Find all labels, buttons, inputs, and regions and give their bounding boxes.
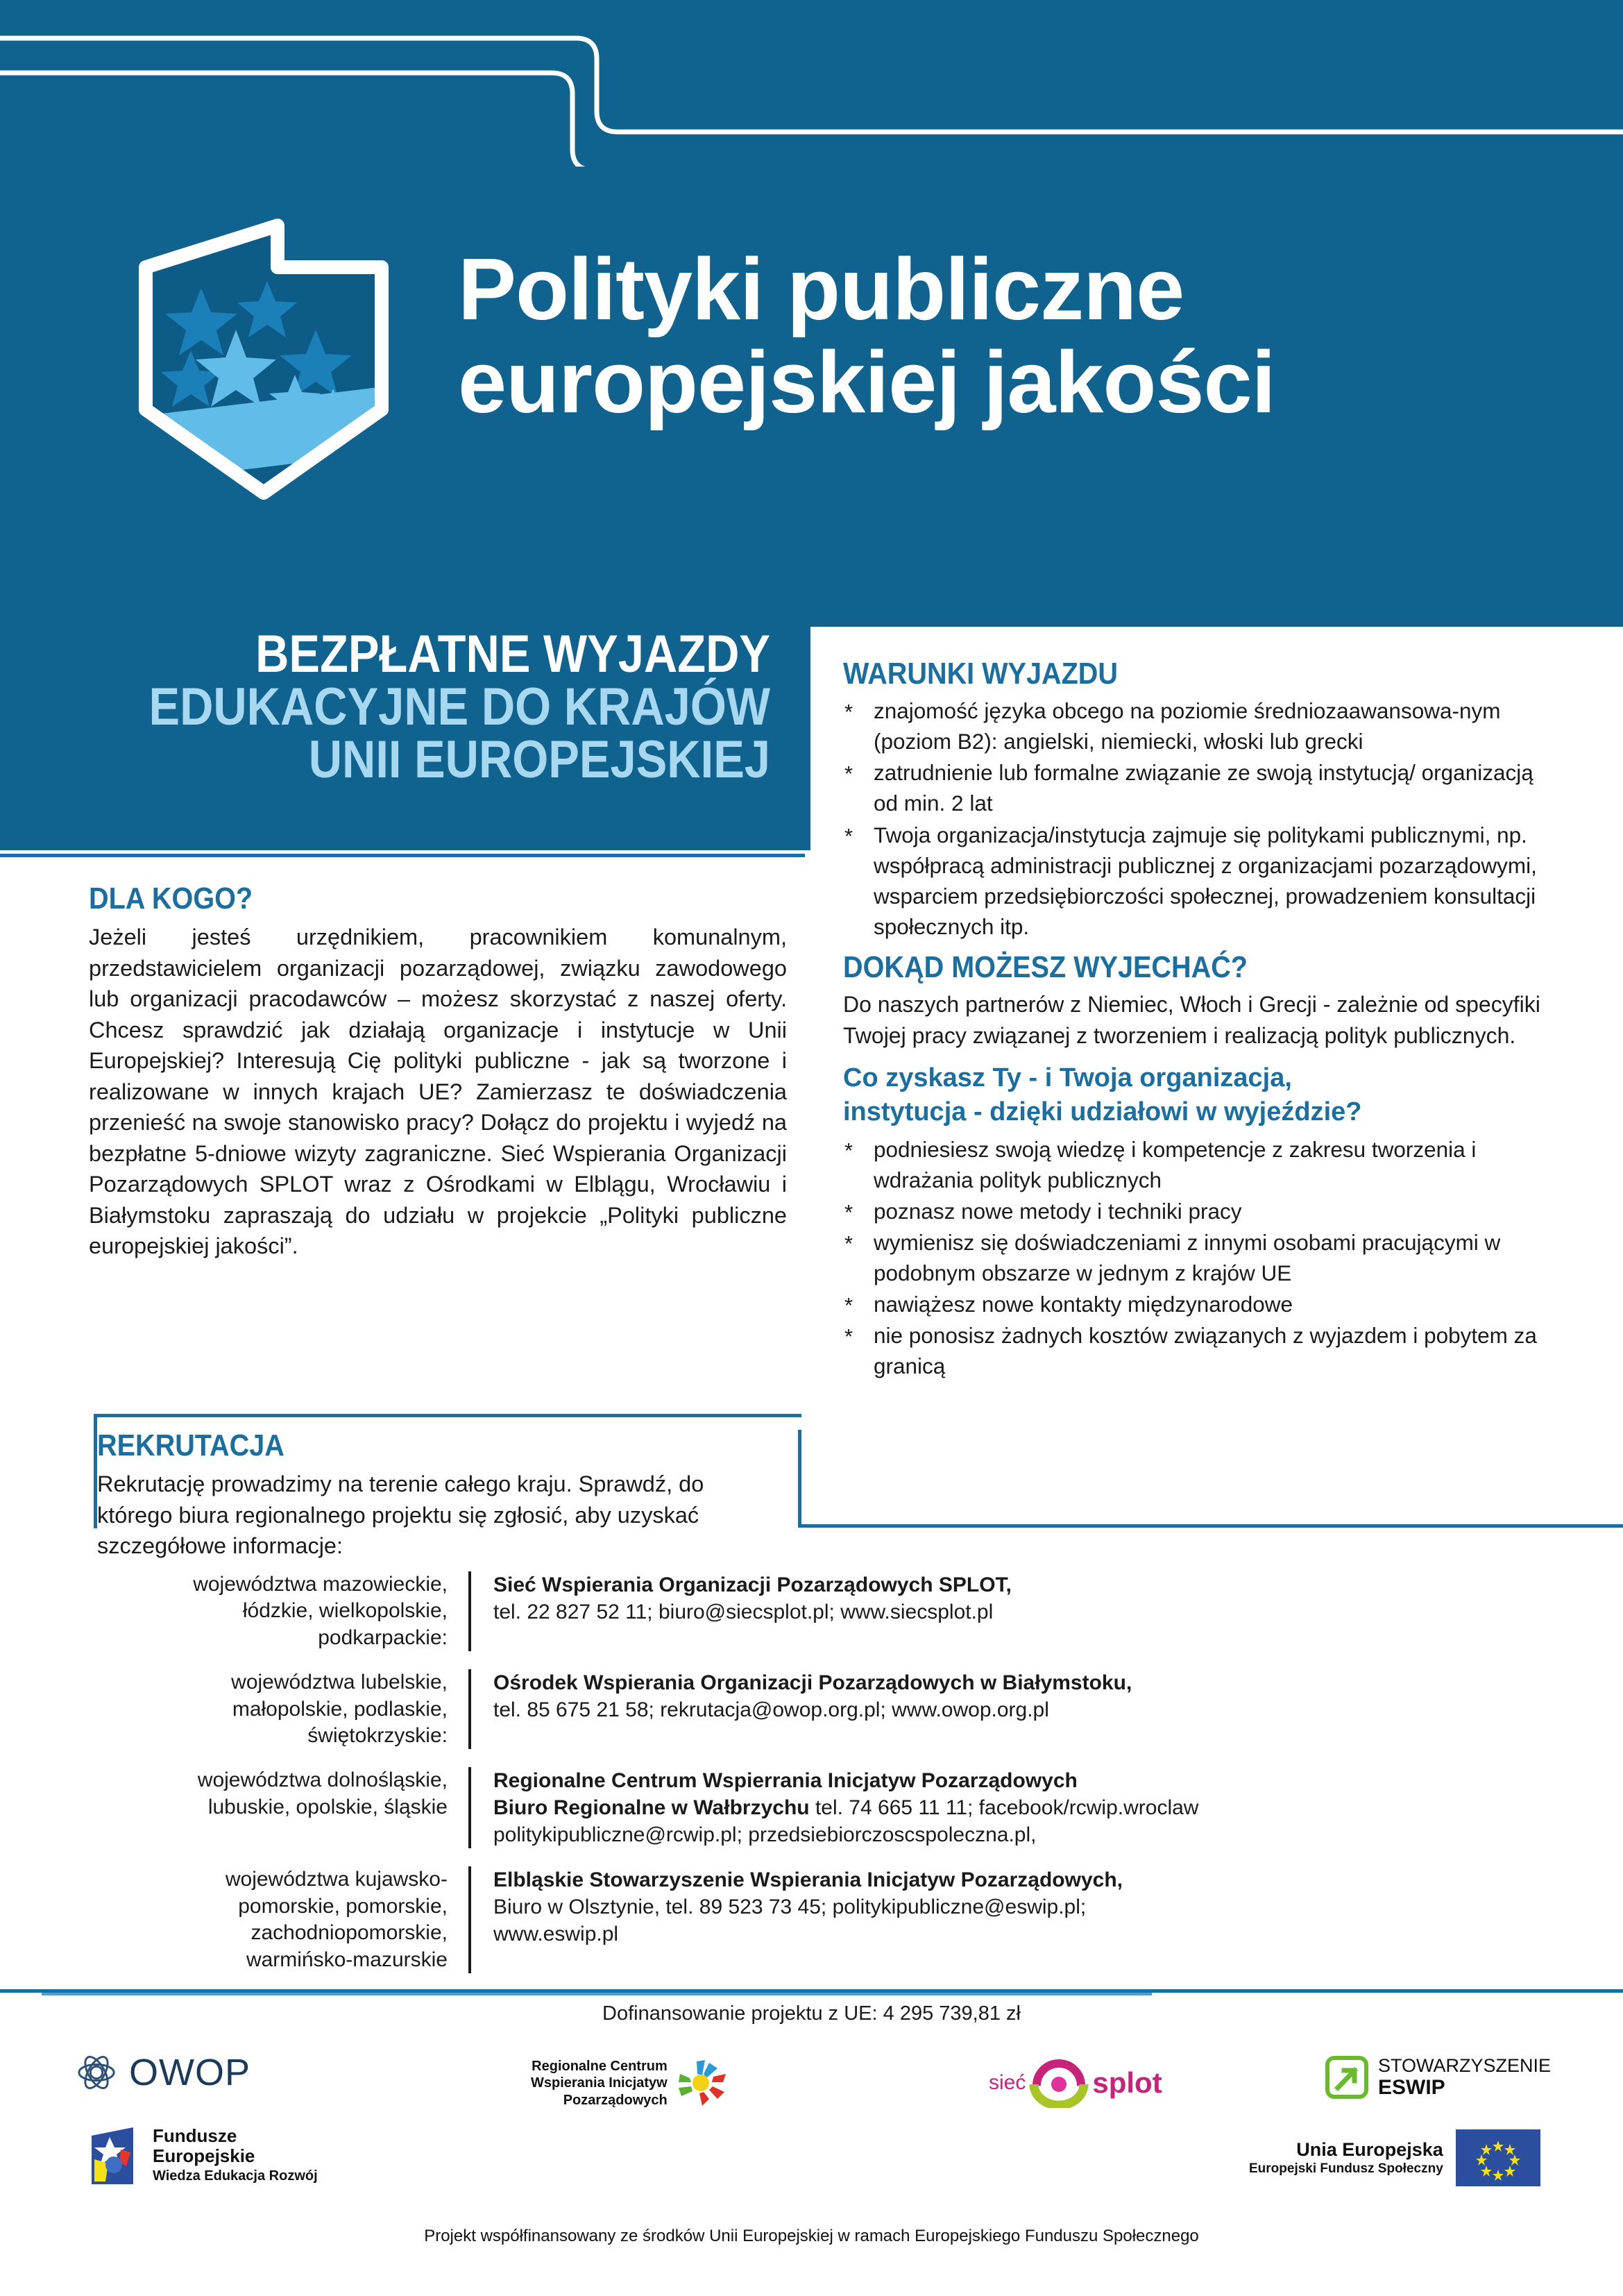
unia-europejska-logo <box>1249 2129 1540 2186</box>
list-item <box>843 1134 1558 1195</box>
contact-details: tel. 22 827 52 11; biuro@siecsplot.pl; www.siecsplot.pl <box>493 1601 994 1623</box>
table-row <box>177 1767 1495 1848</box>
page-title <box>458 240 1568 431</box>
list-item <box>843 1289 1558 1319</box>
owop-logo <box>76 2051 250 2094</box>
contact-regions: województwa mazowieckie, łódzkie, wielkopolskie, podkarpackie: <box>193 1573 448 1649</box>
list-item-text: nie ponosisz żadnych kosztów związanych z wyjazdem i pobytem za granicą <box>874 1323 1537 1379</box>
funding-amount-line: Dofinansowanie projektu z UE: 4 295 739,81 zł <box>602 2002 1021 2025</box>
contact-regions: województwa kujawsko-pomorskie, pomorskie, zachodniopomorskie, warmińsko-mazurskie <box>225 1868 448 1971</box>
list-item <box>843 820 1558 942</box>
contact-branch-phone: tel. 74 665 11 11; facebook/rcwip.wroclaw <box>809 1796 1199 1820</box>
owop-wordmark: OWOP <box>129 2052 250 2093</box>
contact-branch-name: Biuro Regionalne w Wałbrzychu <box>493 1796 810 1820</box>
list-item-text: poznasz nowe metody i techniki pracy <box>874 1198 1242 1224</box>
contact-info <box>471 1767 1495 1848</box>
star-bullet-icon: * <box>844 1199 853 1224</box>
divider-right-bottom <box>798 1524 1623 1528</box>
list-item-text: zatrudnienie lub formalne związanie ze swoją instytucją/ organizacją od min. 2 lat <box>874 760 1533 816</box>
list-item <box>843 1320 1558 1381</box>
fundusze-europejskie-logo <box>89 2126 318 2186</box>
rcwip-line3: Pozarządowych <box>563 2092 668 2108</box>
footer-disclaimer: Projekt współfinansowany ze środków Unii Europejskiej w ramach Europejskiego Funduszu Społecznego <box>424 2227 1199 2245</box>
eswip-logo <box>1325 2055 1551 2100</box>
dla-kogo-heading: DLA KOGO? <box>89 881 253 915</box>
co-zyskasz-heading <box>843 1061 1558 1130</box>
star-bullet-icon: * <box>844 700 853 725</box>
warunki-list <box>843 695 1558 942</box>
contact-regions: województwa lubelskie, małopolskie, podlaskie, świętokrzyskie: <box>231 1671 448 1747</box>
co-zyskasz-line2: instytucja - dzięki udziałowi w wyjeździe? <box>843 1097 1362 1127</box>
left-column <box>89 883 787 1262</box>
ue-line1: Unia Europejska <box>1296 2139 1443 2161</box>
star-bullet-icon: * <box>844 1324 853 1349</box>
decorative-stepped-lines <box>0 0 1623 167</box>
rcwip-line1: Regionalne Centrum <box>532 2059 668 2074</box>
splot-logo <box>989 2058 1162 2108</box>
fundusze-europejskie-wordmark <box>153 2126 318 2184</box>
fundusze-europejskie-flag-icon <box>89 2126 142 2186</box>
rcwip-wordmark <box>531 2058 668 2109</box>
list-item <box>843 1196 1558 1226</box>
list-item <box>843 1227 1558 1288</box>
rekrutacja-heading: REKRUTACJA <box>97 1428 284 1462</box>
contact-org-name: Ośrodek Wspierania Organizacji Pozarządowych w Białymstoku, <box>493 1671 1132 1695</box>
contact-org-name: Sieć Wspierania Organizacji Pozarządowych SPLOT, <box>493 1573 1012 1596</box>
eswip-arrow-icon <box>1325 2056 1368 2099</box>
contact-details: tel. 85 675 21 58; rekrutacja@owop.org.pl; www.owop.org.pl <box>493 1698 1049 1722</box>
contacts-table <box>177 1571 1495 1973</box>
divider-under-header <box>0 854 805 857</box>
star-bullet-icon: * <box>844 1138 853 1163</box>
contact-details: politykipubliczne@rcwip.pl; przedsiebiorczoscspoleczna.pl, <box>493 1823 1037 1847</box>
table-row <box>177 1571 1495 1651</box>
contact-details: Biuro w Olsztynie, tel. 89 523 73 45; politykipubliczne@eswip.pl; <box>493 1896 1087 1919</box>
rekrutacja-text: Rekrutację prowadzimy na terenie całego kraju. Sprawdź, do którego biura regionalnego projektu się zgłosić, aby uzyskać szczegółowe informacje: <box>97 1471 704 1559</box>
rekrutacja-section <box>97 1430 722 1562</box>
table-row <box>177 1866 1495 1973</box>
list-item-text: znajomość języka obcego na poziomie średniozaawansowa-nym (poziom B2): angielski, niemiecki, włoski lub grecki <box>874 698 1501 754</box>
contact-info <box>471 1866 1495 1973</box>
unia-europejska-wordmark <box>1249 2138 1443 2177</box>
splot-mark-icon <box>1027 2058 1091 2108</box>
page-title-line1: Polityki publiczne <box>458 240 1184 338</box>
contact-org-name: Regionalne Centrum Wspierrania Inicjatyw Pozarządowych <box>493 1769 1078 1793</box>
co-zyskasz-line1: Co zyskasz Ty - i Twoja organizacja, <box>843 1063 1292 1092</box>
contact-org-name: Elbląskie Stowarzyszenie Wspierania Inicjatyw Pozarządowych, <box>493 1868 1123 1892</box>
star-bullet-icon: * <box>844 1231 853 1256</box>
eswip-line2: ESWIP <box>1378 2076 1445 2100</box>
list-item-text: Twoja organizacja/instytucja zajmuje się politykami publicznymi, np. współpracą administracji publicznej z organizacjami pozarządowymi, wsparciem przedsiębiorczości społecznej, prowadzeniem konsultacji społecznych itp. <box>874 822 1537 939</box>
eu-flag-icon <box>1456 2129 1540 2186</box>
warunki-heading: WARUNKI WYJAZDU <box>843 657 1118 691</box>
headline <box>129 625 771 789</box>
owop-knot-icon <box>76 2052 117 2093</box>
rcwip-line2: Wspierania Inicjatyw <box>531 2075 668 2091</box>
dokad-heading: DOKĄD MOŻESZ WYJECHAĆ? <box>843 949 1248 984</box>
footer-divider-secondary <box>42 1993 1152 1995</box>
star-bullet-icon: * <box>844 823 853 848</box>
right-column <box>843 658 1558 1384</box>
list-item-text: nawiążesz nowe kontakty międzynarodowe <box>874 1291 1293 1317</box>
divider-rekrutacja-top <box>94 1414 801 1417</box>
contact-website: www.eswip.pl <box>493 1923 619 1946</box>
ue-line2: Europejski Fundusz Społeczny <box>1249 2161 1443 2176</box>
eswip-line1: STOWARZYSZENIE <box>1378 2055 1552 2076</box>
list-item-text: wymienisz się doświadczeniami z innymi osobami pracującymi w podobnym obszarze w jednym z krajów UE <box>874 1229 1501 1285</box>
list-item-text: podniesiesz swoją wiedzę i kompetencje z zakresu tworzenia i wdrażania polityk publicznych <box>874 1136 1477 1192</box>
contact-org-branch <box>493 1794 1495 1821</box>
eswip-wordmark <box>1378 2055 1551 2100</box>
divider-right-vertical <box>798 1430 801 1528</box>
star-bullet-icon: * <box>844 761 853 786</box>
fe-line2: Europejskie <box>153 2145 255 2166</box>
contact-regions: województwa dolnośląskie, lubuskie, opolskie, śląskie <box>197 1769 448 1818</box>
rcwip-sunburst-icon <box>674 2059 729 2109</box>
list-item <box>843 757 1558 818</box>
list-item <box>843 695 1558 757</box>
headline-line3: UNII EUROPEJSKIEJ <box>308 730 771 789</box>
splot-siec-text: sieć <box>989 2071 1026 2094</box>
star-bullet-icon: * <box>844 1292 853 1317</box>
headline-line1: BEZPŁATNE WYJAZDY <box>255 625 770 684</box>
splot-wordmark: splot <box>1092 2066 1162 2099</box>
dla-kogo-text: Jeżeli jesteś urzędnikiem, pracownikiem komunalnym, przedstawicielem organizacji pozarządowej, związku zawodowego lub organizacji pracodawców – możesz skorzystać z naszej oferty. Chcesz sprawdzić jak działają organizacje i instytucje w Unii Europejskiej? Interesują Cię polityki publiczne - jak są tworzone i realizowane w innych krajach UE? Zamierzasz te doświadczenia przenieść na swoje stanowisko pracy? Dołącz do projektu i wyjedź na bezpłatne 5-dniowe wizyty zagraniczne. Sieć Wspierania Organizacji Pozarządowych SPLOT wraz z Ośrodkami w Elblągu, Wrocławiu i Białymstoku zapraszają do udziału w projekcie „Polityki publiczne europejskiej jakości”. <box>89 925 787 1259</box>
project-shield-logo <box>118 201 409 507</box>
table-row <box>177 1669 1495 1749</box>
contact-info <box>471 1571 1495 1651</box>
fe-line3: Wiedza Edukacja Rozwój <box>153 2168 318 2184</box>
co-zyskasz-list <box>843 1134 1558 1382</box>
fe-line1: Fundusze <box>153 2125 237 2146</box>
contact-info <box>471 1669 1495 1749</box>
headline-line2: EDUKACYJNE DO KRAJÓW <box>148 677 770 736</box>
rcwip-logo <box>531 2058 729 2109</box>
page-title-line2: europejskiej jakości <box>458 332 1275 431</box>
dokad-text: Do naszych partnerów z Niemiec, Włoch i Grecji - zależnie od specyfiki Twojej pracy związanej z tworzeniem i realizacją polityk publicznych. <box>843 992 1540 1048</box>
